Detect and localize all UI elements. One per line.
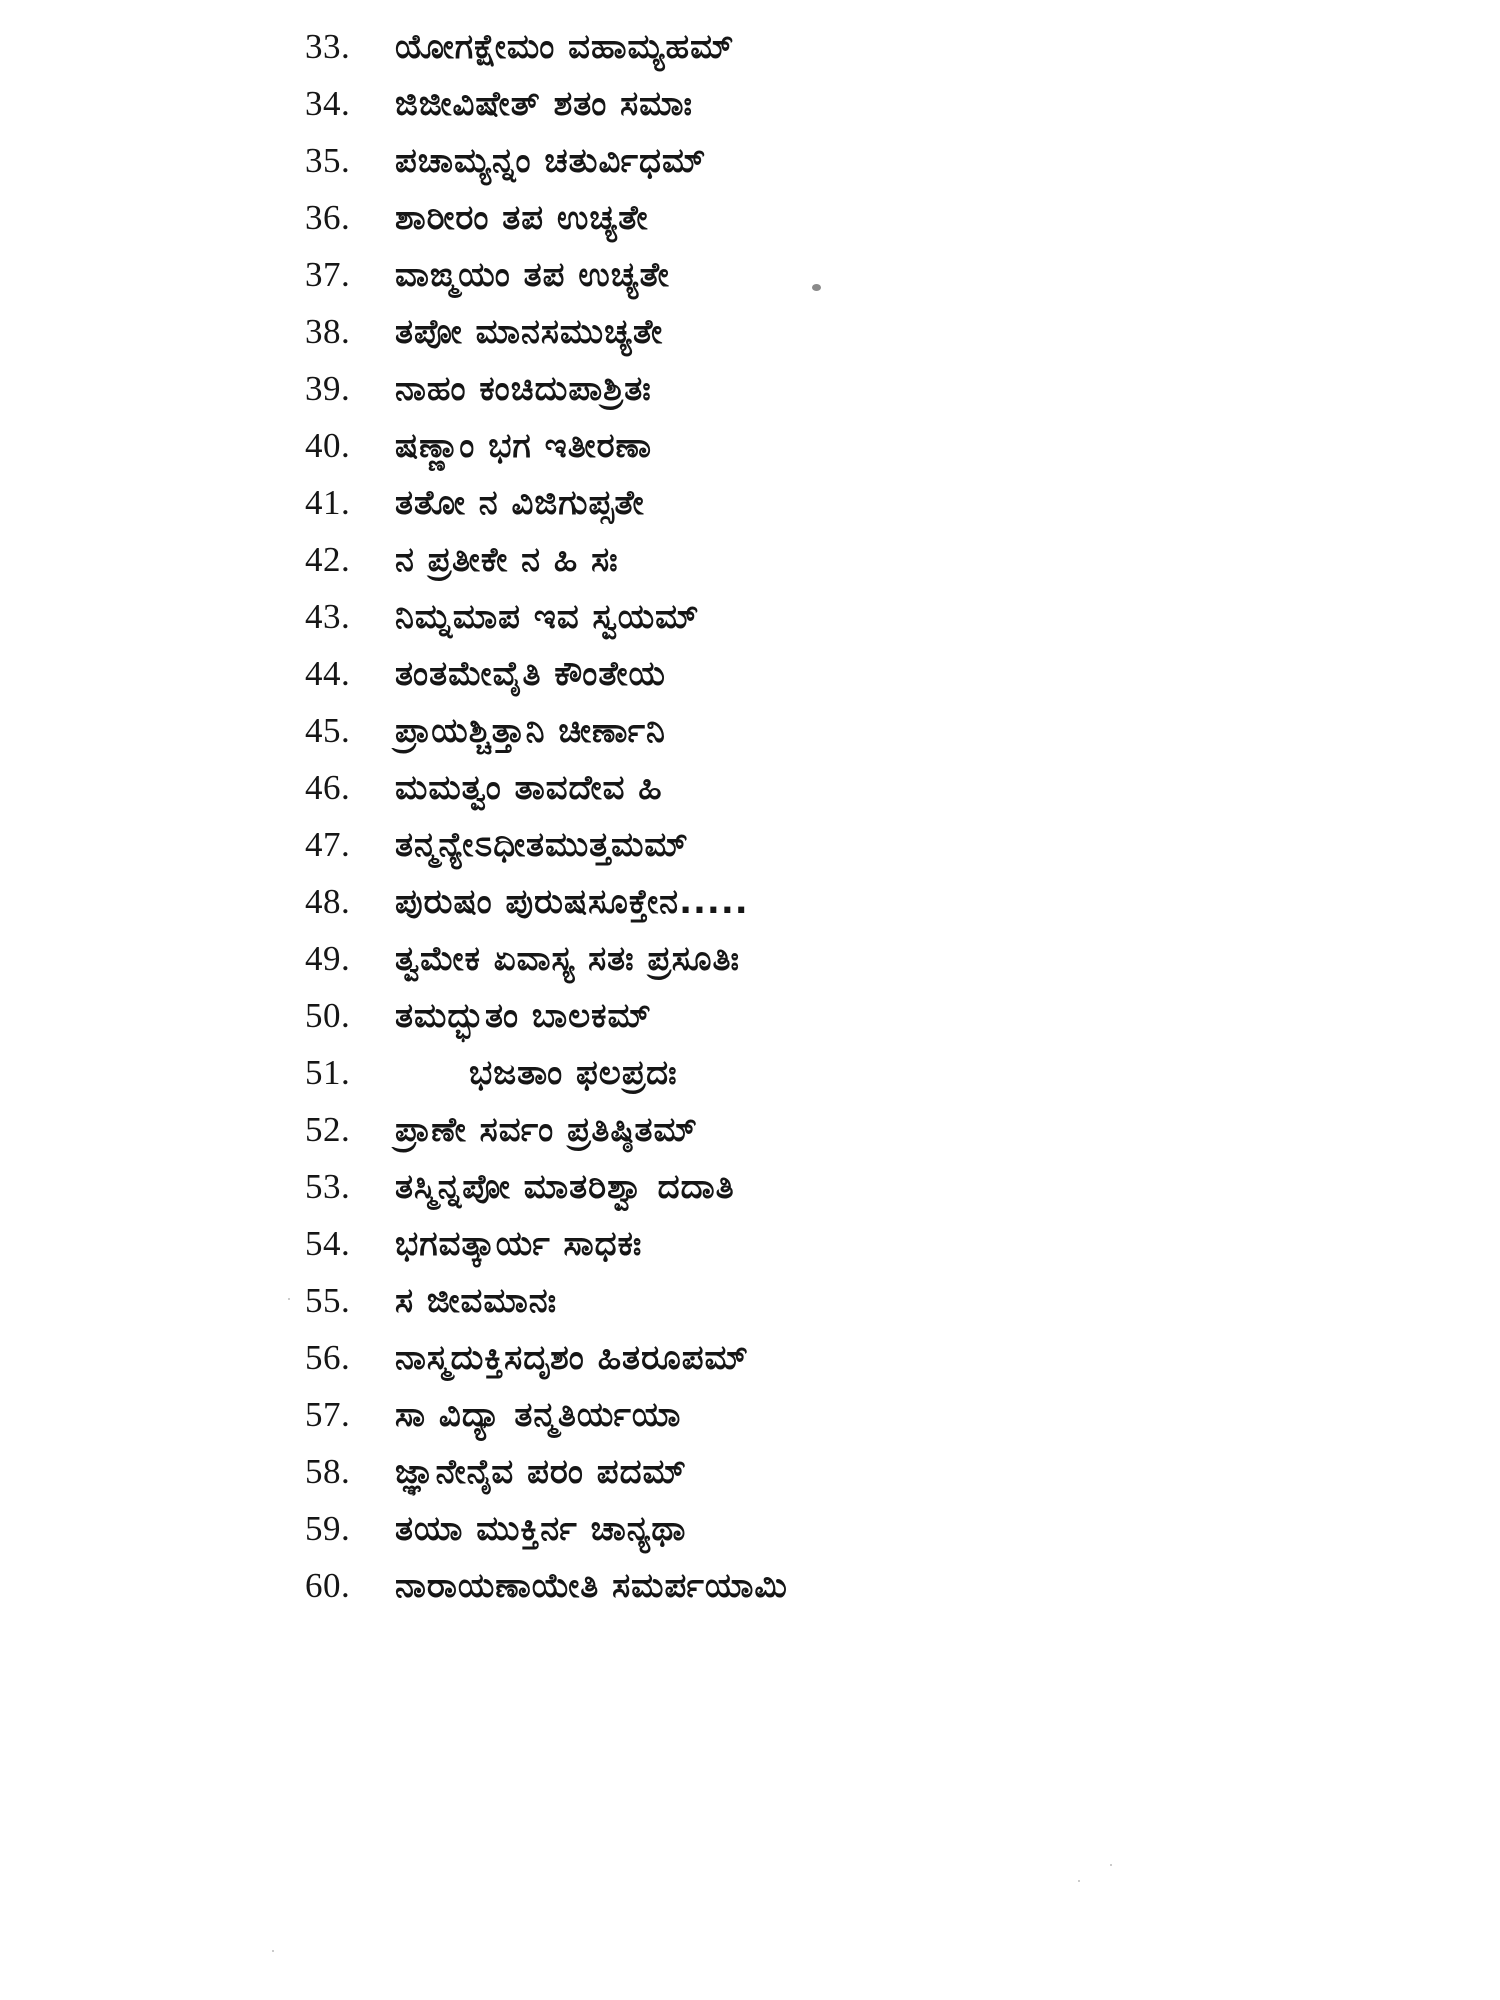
verse-item: [305, 987, 788, 1044]
verse-text: ಭಗವತ್ಕಾರ್ಯ ಸಾಧಕಃ: [395, 1224, 643, 1264]
scan-speck: [1078, 1880, 1080, 1882]
verse-number: 55.: [305, 1281, 351, 1320]
verse-number: 59.: [305, 1509, 351, 1548]
verse-item: [305, 474, 788, 531]
verse-item: [305, 1158, 788, 1215]
verse-number: 38.: [305, 312, 351, 351]
verse-item: [305, 930, 788, 987]
verse-text: ಪುರುಷಂ ಪುರುಷಸೂಕ್ತೇನ.....: [395, 882, 749, 922]
verse-text: ಪಚಾಮ್ಯನ್ನಂ ಚತುರ್ವಿಧಮ್: [395, 141, 707, 181]
verse-item: [305, 303, 788, 360]
verse-number: 37.: [305, 255, 351, 294]
scan-speck: [1110, 1864, 1112, 1866]
verse-text: ತನ್ಮನ್ಯೇಽಧೀತಮುತ್ತಮಮ್: [395, 825, 689, 865]
scan-speck: [288, 1298, 290, 1300]
verse-item: [305, 1272, 788, 1329]
verse-text: ತ್ವಮೇಕ ಏವಾಸ್ಯ ಸತಃ ಪ್ರಸೂತಿಃ: [395, 939, 740, 979]
verse-number: 56.: [305, 1338, 351, 1377]
verse-number: 39.: [305, 369, 351, 408]
verse-text: ನಾರಾಯಣಾಯೇತಿ ಸಮರ್ಪಯಾಮಿ: [395, 1566, 788, 1606]
verse-item: [305, 132, 788, 189]
verse-item: [305, 702, 788, 759]
verse-text: ಪ್ರಾಯಶ್ಚಿತ್ತಾನಿ ಚೀರ್ಣಾನಿ: [395, 711, 666, 751]
verse-number: 58.: [305, 1452, 351, 1491]
verse-text: ನಿಮ್ನಮಾಪ ಇವ ಸ್ವಯಮ್: [395, 597, 700, 637]
verse-text: ಭಜತಾಂ ಫಲಪ್ರದಃ: [469, 1053, 678, 1093]
verse-item: [305, 246, 788, 303]
verse-item: [305, 531, 788, 588]
verse-number: 49.: [305, 939, 351, 978]
verse-number: 36.: [305, 198, 351, 237]
verse-item: [305, 189, 788, 246]
verse-number: 54.: [305, 1224, 351, 1263]
verse-text: ತತೋ ನ ವಿಜಿಗುಪ್ಸತೇ: [395, 483, 645, 523]
verse-item: [305, 75, 788, 132]
verse-text: ತಯಾ ಮುಕ್ತಿರ್ನ ಚಾನ್ಯಥಾ: [395, 1509, 687, 1549]
verse-item: [305, 360, 788, 417]
verse-item: [305, 645, 788, 702]
verse-text: ಸ ಜೀವಮಾನಃ: [395, 1281, 558, 1321]
verse-item: [305, 759, 788, 816]
verse-number: 53.: [305, 1167, 351, 1206]
verse-item: [305, 1386, 788, 1443]
verse-text: ಷಣ್ಣಾಂ ಭಗ ಇತೀರಣಾ: [395, 426, 652, 466]
verse-number: 47.: [305, 825, 351, 864]
verse-text: ಜಿಜೀವಿಷೇತ್ ಶತಂ ಸಮಾಃ: [395, 84, 693, 124]
verse-text: ತಂತಮೇವೈತಿ ಕೌಂತೇಯ: [395, 654, 666, 694]
verse-item: [305, 873, 788, 930]
verse-number: 51.: [305, 1053, 351, 1092]
verse-item: [305, 1443, 788, 1500]
verse-list: [305, 18, 788, 1614]
verse-item: [305, 816, 788, 873]
verse-number: 34.: [305, 84, 351, 123]
verse-number: 57.: [305, 1395, 351, 1434]
verse-number: 60.: [305, 1566, 351, 1605]
verse-text: ನಾಸ್ಮದುಕ್ತಿಸದೃಶಂ ಹಿತರೂಪಮ್: [395, 1338, 749, 1378]
verse-number: 43.: [305, 597, 351, 636]
verse-number: 40.: [305, 426, 351, 465]
verse-number: 41.: [305, 483, 351, 522]
verse-item: [305, 417, 788, 474]
verse-text: ತಸ್ಮಿನ್ನಪೋ ಮಾತರಿಶ್ವಾ ದದಾತಿ: [395, 1167, 735, 1207]
verse-text: ತಮದ್ಭುತಂ ಬಾಲಕಮ್: [395, 996, 652, 1036]
verse-text: ತಪೋ ಮಾನಸಮುಚ್ಯತೇ: [395, 312, 664, 352]
verse-text: ಶಾರೀರಂ ತಪ ಉಚ್ಯತೇ: [395, 198, 649, 238]
verse-number: 48.: [305, 882, 351, 921]
verse-item: [305, 1215, 788, 1272]
verse-text: ವಾಙ್ಮಯಂ ತಪ ಉಚ್ಯತೇ: [395, 255, 670, 295]
scan-speck: [812, 284, 821, 291]
verse-item: [305, 1101, 788, 1158]
verse-text: ನಾಹಂ ಕಂಚಿದುಪಾಶ್ರಿತಃ: [395, 369, 652, 409]
verse-number: 44.: [305, 654, 351, 693]
verse-text: ಸಾ ವಿದ್ಯಾ ತನ್ಮತಿರ್ಯಯಾ: [395, 1395, 682, 1435]
verse-number: 46.: [305, 768, 351, 807]
verse-item: [305, 588, 788, 645]
verse-text: ನ ಪ್ರತೀಕೇ ನ ಹಿ ಸಃ: [395, 540, 619, 580]
verse-text: ಯೋಗಕ್ಷೇಮಂ ವಹಾಮ್ಯಹಮ್: [395, 27, 735, 67]
verse-item: [305, 1044, 788, 1101]
verse-item: [305, 1329, 788, 1386]
verse-number: 42.: [305, 540, 351, 579]
verse-text: ಜ್ಞಾನೇನೈವ ಪರಂ ಪದಮ್: [395, 1452, 687, 1492]
verse-item: [305, 1557, 788, 1614]
verse-number: 35.: [305, 141, 351, 180]
verse-number: 33.: [305, 27, 351, 66]
verse-number: 52.: [305, 1110, 351, 1149]
verse-item: [305, 1500, 788, 1557]
verse-text: ಪ್ರಾಣೇ ಸರ್ವಂ ಪ್ರತಿಷ್ಠಿತಮ್: [395, 1110, 698, 1150]
verse-item: [305, 18, 788, 75]
scan-speck: [272, 1950, 274, 1952]
verse-text: ಮಮತ್ವಂ ತಾವದೇವ ಹಿ: [395, 768, 663, 808]
verse-number: 45.: [305, 711, 351, 750]
verse-number: 50.: [305, 996, 351, 1035]
